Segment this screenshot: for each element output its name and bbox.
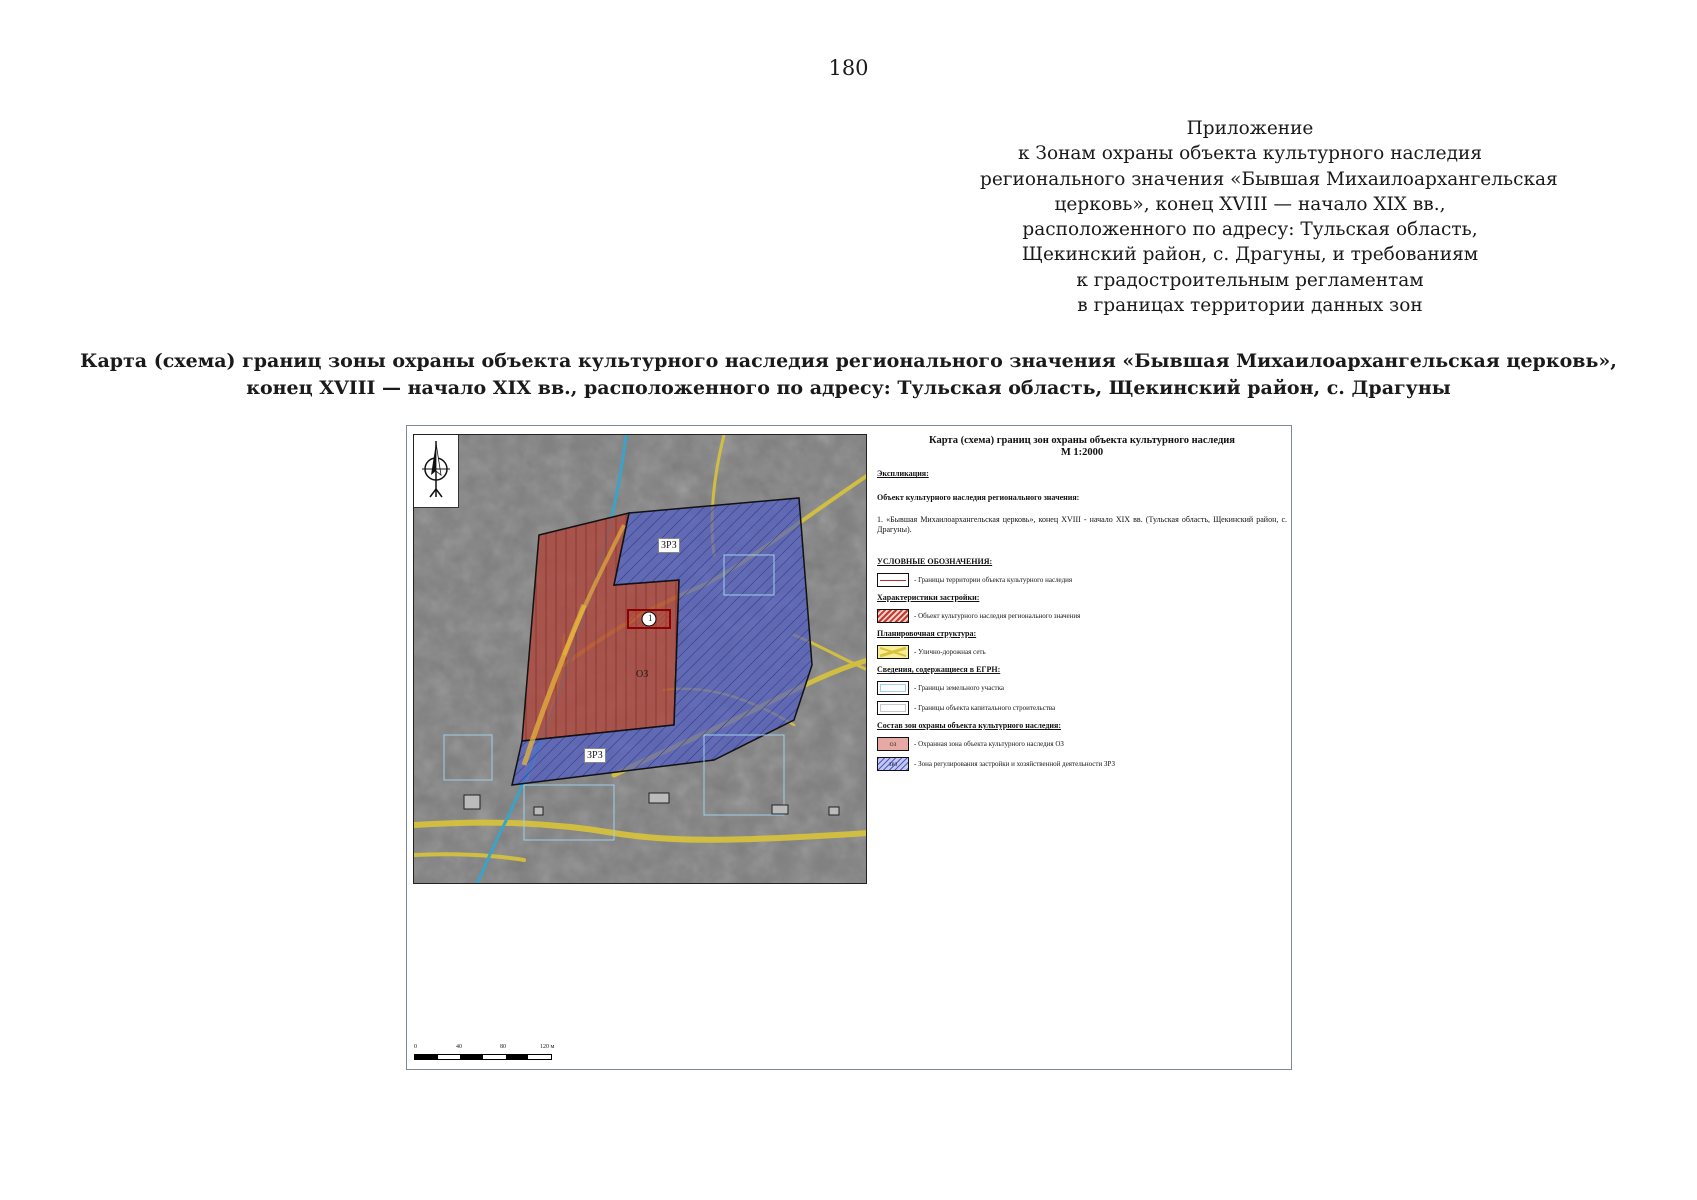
legend-symbols-header: УСЛОВНЫЕ ОБОЗНАЧЕНИЯ: (877, 557, 993, 566)
scale-tick: 40 (456, 1044, 462, 1050)
legend-title: Карта (схема) границ зон охраны объекта культурного наследия (929, 435, 1235, 446)
legend-row-parcel (877, 681, 1287, 695)
appendix-line: регионального значения «Бывшая Михаилоархангельская (980, 168, 1558, 190)
legend-object-header: Объект культурного наследия регионального значения: (877, 493, 1080, 502)
page-number: 180 (828, 56, 869, 80)
appendix-line: в границах территории данных зон (1077, 295, 1423, 317)
appendix-line: Щекинский район, с. Драгуны, и требованиям (1021, 244, 1479, 266)
legend-object-text: 1. «Бывшая Михаилоархангельская церковь», конец XVIII - начало XIX вв. (Тульская область, Щекинский район, с. Драгуны). (877, 515, 1287, 534)
legend-explication: Экспликация: (877, 469, 929, 478)
legend-oz-text: - Охранная зона объекта культурного наследия ОЗ (914, 740, 1064, 748)
north-arrow-box (414, 435, 459, 508)
legend-parcel-text: - Границы земельного участка (914, 684, 1004, 692)
appendix-line: к Зонам охраны объекта культурного наследия (1017, 143, 1483, 165)
scale-tick: 0 (414, 1044, 417, 1050)
road-network-swatch (877, 645, 909, 659)
scale-bar (414, 1044, 554, 1066)
legend-row-oz (877, 737, 1287, 751)
map-sheet (406, 425, 1292, 1070)
north-arrow-icon (414, 435, 458, 507)
territory-border-swatch (877, 573, 909, 587)
zrz-swatch: ЗРЗ (877, 757, 909, 771)
scale-tick: 80 (500, 1044, 506, 1050)
appendix-caption (980, 116, 1558, 318)
legend-capital-text: - Границы объекта капитального строительства (914, 704, 1056, 712)
legend-scale: М 1:2000 (1060, 447, 1104, 458)
document-title (60, 348, 1637, 402)
capital-object-swatch (877, 701, 909, 715)
legend-row-road (877, 645, 1287, 659)
appendix-line: церковь», конец XVIII — начало XIX вв., (1054, 193, 1446, 215)
legend-egrn-header: Сведения, содержащиеся в ЕГРН: (877, 665, 1001, 674)
road-swatch-graphic (878, 646, 908, 658)
legend-territory-text: - Границы территории объекта культурного наследия (914, 576, 1073, 584)
oz-label: ОЗ (636, 669, 649, 680)
legend-building-header: Характеристики застройки: (877, 593, 980, 602)
legend-row-zrz (877, 757, 1287, 771)
legend-zones-header: Состав зон охраны объекта культурного наследия: (877, 721, 1061, 730)
legend-row-territory (877, 573, 1287, 587)
zrz-label-bottom: ЗРЗ (584, 748, 606, 763)
heritage-object-swatch (877, 609, 909, 623)
zrz-label-top: ЗРЗ (658, 538, 680, 553)
map-frame (413, 434, 867, 884)
map-legend (877, 435, 1287, 771)
legend-row-heritage (877, 609, 1287, 623)
map-canvas (414, 435, 867, 884)
scale-ticks (414, 1044, 554, 1052)
scale-bar-graphic (414, 1054, 552, 1060)
document-title-line: Карта (схема) границ зоны охраны объекта культурного наследия регионального значения «Бывшая Михаилоархангельская церковь», (80, 350, 1617, 372)
document-title-line: конец XVIII — начало XIX вв., расположенного по адресу: Тульская область, Щекинский район, с. Драгуны (246, 377, 1451, 399)
object-number-label: 1 (648, 613, 653, 623)
legend-zrz-text: - Зона регулирования застройки и хозяйственной деятельности ЗРЗ (914, 760, 1115, 768)
legend-planning-header: Планировочная структура: (877, 629, 977, 638)
land-parcel-swatch (877, 681, 909, 695)
scale-tick: 120 м (540, 1044, 555, 1050)
appendix-line: к градостроительным регламентам (1076, 269, 1424, 291)
legend-row-capital (877, 701, 1287, 715)
appendix-line: расположенного по адресу: Тульская область, (1022, 219, 1478, 241)
legend-heritage-text: - Объект культурного наследия регионального значения (914, 612, 1081, 620)
oz-swatch: ОЗ (877, 737, 909, 751)
legend-road-text: - Улично-дорожная сеть (914, 648, 986, 656)
appendix-line: Приложение (1186, 118, 1314, 139)
